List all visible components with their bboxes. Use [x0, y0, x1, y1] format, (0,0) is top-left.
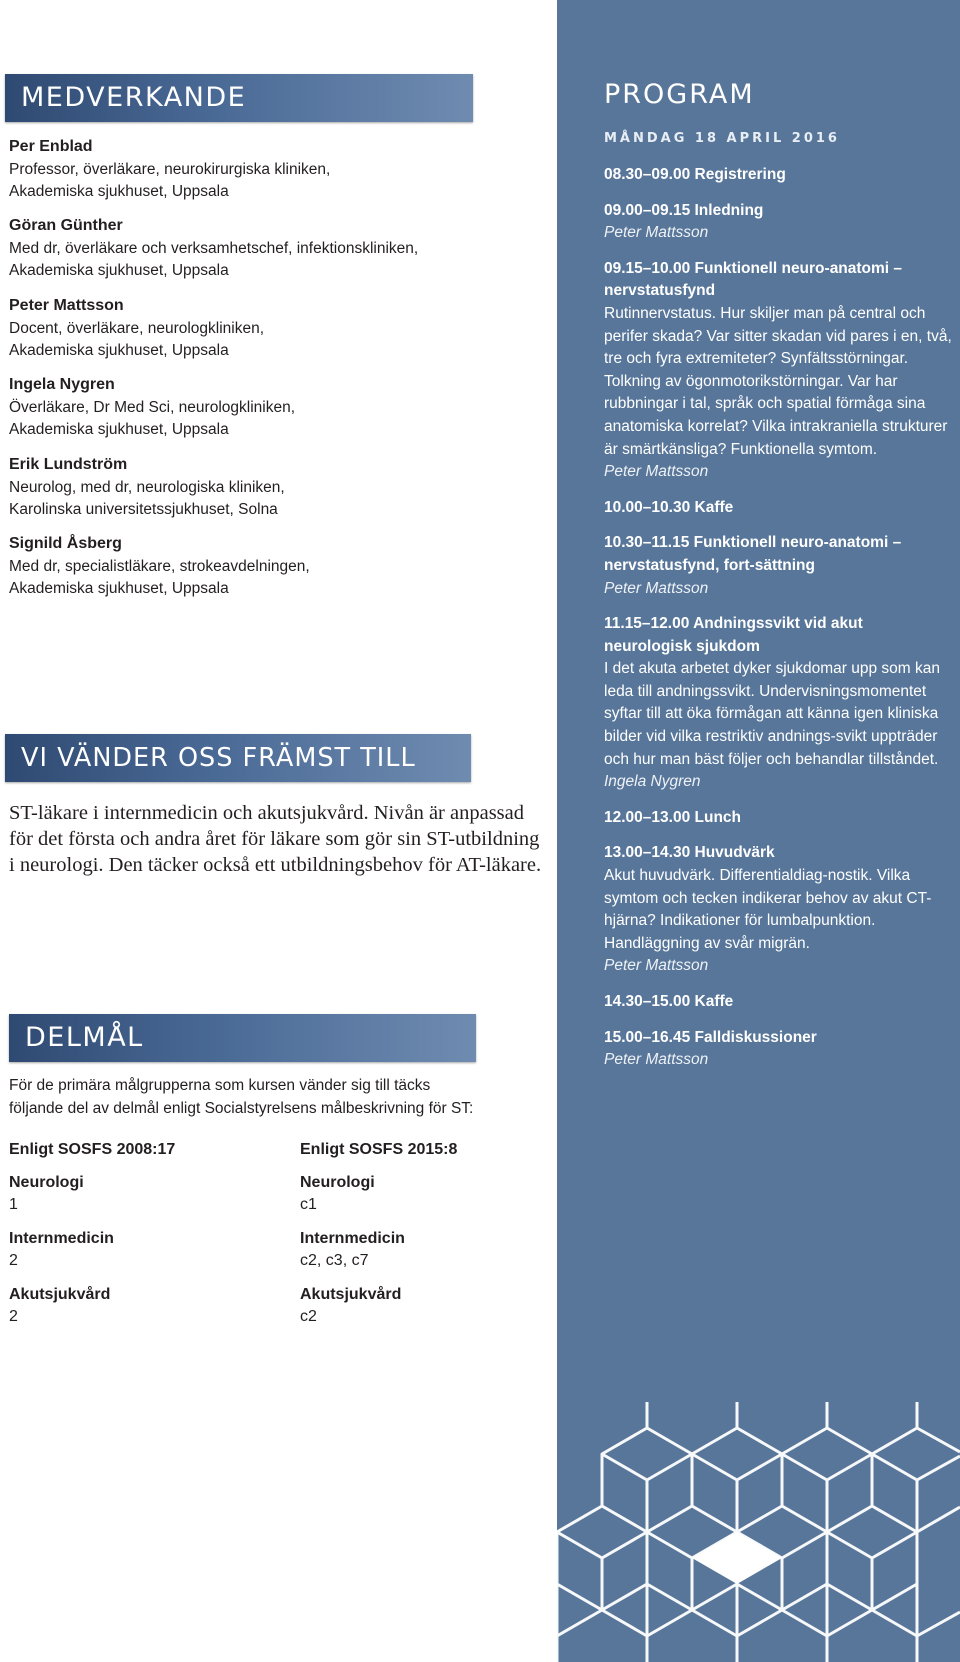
- subject-group: [300, 1284, 580, 1329]
- program-item-description: I det akuta arbetet dyker sjukdomar upp som kan leda till andningssvikt. Undervisningsmomentet syftar till att öka förmågan att känna igen kliniska bilder vid vilka restriktiv andnings-svikt uppträder och hur man bäst följer och behandlar tillståndet.: [604, 660, 941, 768]
- program-item: [604, 532, 954, 600]
- program-item-title: 15.00–16.45 Falldiskussioner: [604, 1028, 817, 1046]
- subject-group: [9, 1284, 289, 1329]
- program-item-speaker: Peter Mattsson: [604, 224, 709, 242]
- person-name: Erik Lundström: [9, 456, 128, 473]
- program-item: [604, 991, 954, 1014]
- person-affiliation: Akademiska sjukhuset, Uppsala: [9, 421, 229, 438]
- program-list: [604, 164, 954, 1085]
- person-affiliation: Akademiska sjukhuset, Uppsala: [9, 342, 229, 359]
- subject-value: 2: [9, 1308, 18, 1325]
- person-title: Docent, överläkare, neurologkliniken,: [9, 319, 265, 337]
- program-item-speaker: Peter Mattsson: [604, 579, 709, 597]
- program-item-title: 14.30–15.00 Kaffe: [604, 993, 734, 1010]
- program-item-description: Rutinnervstatus. Hur skiljer man på central och perifer skada? Var sitter skadan vid pares i en, två, tre och fyra extremiteter? Synfältsstörningar. Tolkning av ögonmotorikstörningar. Var har rubbningar i tal, språk och spatial förmåga sina anatomiska korrelat? Vilka intrakraniella strukturer är smärtkänsliga? Funktionella symtom.: [604, 304, 952, 458]
- program-item: [604, 164, 954, 187]
- subject-value: 2: [9, 1252, 18, 1269]
- cube-pattern-decoration: [557, 1402, 960, 1662]
- subject-name: Akutsjukvård: [9, 1285, 111, 1303]
- program-item: [604, 497, 954, 520]
- program-heading: PROGRAM: [604, 79, 755, 110]
- program-item: [604, 613, 954, 794]
- program-item: [604, 842, 954, 978]
- person-entry: [9, 454, 549, 522]
- delmal-intro-line: För de primära målgrupperna som kursen vänder sig till täcks: [9, 1077, 431, 1094]
- person-affiliation: Akademiska sjukhuset, Uppsala: [9, 183, 229, 200]
- program-item-speaker: Peter Mattsson: [604, 1051, 709, 1069]
- delmal-heading: DELMÅL: [9, 1014, 476, 1062]
- delmal-intro-line: följande del av delmål enligt Socialstyrelsens målbeskrivning för ST:: [9, 1099, 474, 1117]
- delmal-intro: [9, 1075, 549, 1120]
- subject-name: Internmedicin: [300, 1229, 405, 1247]
- subject-name: Internmedicin: [9, 1229, 114, 1247]
- program-item-speaker: Peter Mattsson: [604, 463, 709, 481]
- person-title: Med dr, specialistläkare, strokeavdelningen,: [9, 557, 310, 575]
- person-name: Ingela Nygren: [9, 376, 115, 393]
- person-entry: [9, 295, 549, 363]
- person-title: Neurolog, med dr, neurologiska kliniken,: [9, 478, 285, 496]
- person-entry: [9, 374, 549, 442]
- person-affiliation: Akademiska sjukhuset, Uppsala: [9, 262, 229, 279]
- subject-name: Neurologi: [9, 1173, 84, 1191]
- program-item-speaker: Ingela Nygren: [604, 773, 701, 791]
- program-item-title: 09.15–10.00 Funktionell neuro-anatomi – nervstatusfynd: [604, 259, 903, 300]
- subject-group: [300, 1172, 580, 1217]
- program-item: [604, 258, 954, 484]
- program-item-title: 10.30–11.15 Funktionell neuro-anatomi – nervstatusfynd, fort-sättning: [604, 534, 902, 574]
- subject-group: [9, 1172, 289, 1217]
- column-header: Enligt SOSFS 2008:17: [9, 1141, 176, 1158]
- person-name: Göran Günther: [9, 217, 123, 234]
- program-item: [604, 1027, 954, 1072]
- person-name: Signild Åsberg: [9, 535, 122, 552]
- program-item: [604, 200, 954, 245]
- program-item: [604, 807, 954, 830]
- sosfs-2015-column: [300, 1139, 580, 1340]
- person-title: Professor, överläkare, neurokirurgiska kliniken,: [9, 160, 331, 178]
- subject-name: Akutsjukvård: [300, 1285, 402, 1303]
- program-item-description: Akut huvudvärk. Differentialdiag-nostik. Vilka symtom och tecken indikerar behov av akut CT- hjärna? Indikationer för lumbalpunktion. Handläggning av svår migrän.: [604, 867, 932, 952]
- person-title: Överläkare, Dr Med Sci, neurologkliniken,: [9, 398, 296, 416]
- medverkande-heading: MEDVERKANDE: [5, 74, 473, 122]
- subject-group: [300, 1228, 580, 1273]
- program-item-title: 13.00–14.30 Huvudvärk: [604, 844, 775, 862]
- person-entry: [9, 136, 549, 204]
- subject-value: c1: [300, 1196, 317, 1213]
- program-item-title: 12.00–13.00 Lunch: [604, 808, 741, 826]
- sosfs-2008-column: [9, 1139, 289, 1340]
- audience-heading: VI VÄNDER OSS FRÄMST TILL: [5, 734, 471, 782]
- program-item-title: 09.00–09.15 Inledning: [604, 201, 764, 219]
- program-item-title: 11.15–12.00 Andningssvikt vid akut neurologisk sjukdom: [604, 615, 863, 655]
- column-header: Enligt SOSFS 2015:8: [300, 1141, 458, 1158]
- person-title: Med dr, överläkare och verksamhetschef, infektionskliniken,: [9, 239, 419, 257]
- subject-value: c2, c3, c7: [300, 1252, 369, 1269]
- program-item-speaker: Peter Mattsson: [604, 957, 709, 975]
- person-name: Per Enblad: [9, 138, 93, 155]
- program-panel: [557, 0, 960, 1662]
- subject-value: 1: [9, 1196, 18, 1213]
- filled-cube-face: [692, 1532, 782, 1584]
- person-name: Peter Mattsson: [9, 297, 124, 314]
- person-entry: [9, 533, 549, 601]
- person-affiliation: Karolinska universitetssjukhuset, Solna: [9, 501, 278, 518]
- person-affiliation: Akademiska sjukhuset, Uppsala: [9, 580, 229, 597]
- audience-text: ST-läkare i internmedicin och akutsjukvård. Nivån är anpassad för det första och andra året för läkare som gör sin ST-utbildning i neurologi. Den täcker också ett utbildningsbehov för AT-läkare.: [9, 802, 542, 876]
- subject-group: [9, 1228, 289, 1273]
- program-item-title: 08.30–09.00 Registrering: [604, 166, 786, 183]
- subject-name: Neurologi: [300, 1173, 375, 1191]
- program-item-title: 10.00–10.30 Kaffe: [604, 498, 734, 516]
- subject-value: c2: [300, 1308, 317, 1325]
- program-date: MÅNDAG 18 APRIL 2016: [604, 131, 840, 146]
- person-entry: [9, 215, 549, 283]
